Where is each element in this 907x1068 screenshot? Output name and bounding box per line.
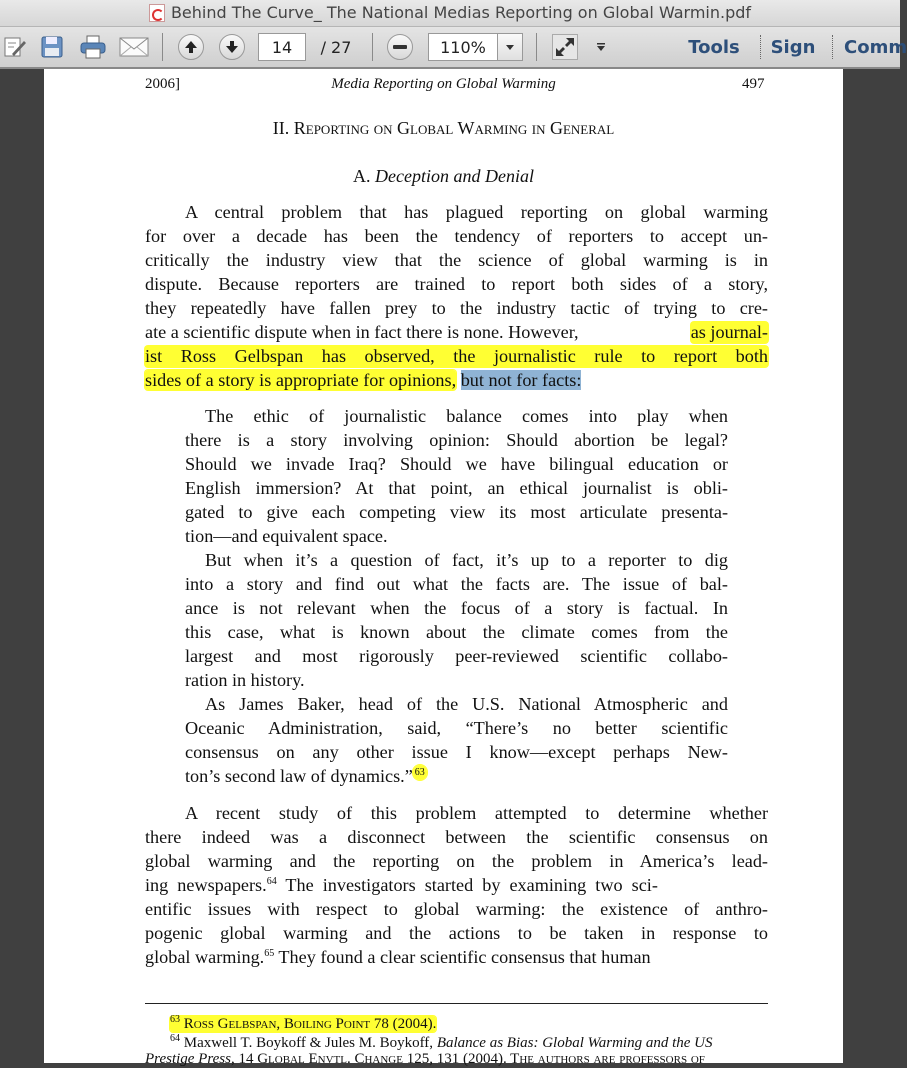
footnote-text: Ross Gelbspan, Boiling Point 78 (2004). [183,1016,437,1032]
quote-line: English immersion? At that point, an ethical journalist is obli- [185,478,728,498]
body-line: global warming and the reporting on the problem in America’s lead- [145,851,768,871]
section-heading: II. Reporting on Global Warming in General [272,118,615,138]
chevron-down-icon [506,45,514,50]
body-line [145,370,768,391]
body-line [145,322,768,343]
more-tools-icon [596,42,606,52]
window-title-text: Behind The Curve_ The National Medias Reporting on Global Warmin.pdf [170,3,752,22]
quote-line: But when it’s a question of fact, it’s up to a reporter to dig [205,550,728,570]
email-icon[interactable] [118,33,150,61]
footnote-number: 64 [170,1033,180,1044]
body-line [145,875,768,896]
quote-line: As James Baker, head of the U.S. National Atmospheric and [205,694,728,714]
highlighted-text[interactable]: ist Ross Gelbspan has observed, the journalistic rule to report both [145,346,768,366]
full-screen-icon [552,34,578,60]
body-text: ing newspapers. [145,875,267,895]
sign-link[interactable]: Sign [770,36,816,58]
footnote-ref-65[interactable]: 65 [264,947,275,959]
quote-line [185,766,427,787]
footnote-64-continued [145,1051,705,1068]
zoom-dropdown-button[interactable] [497,33,523,61]
quote-line: there is a story involving opinion: Should abortion be legal? [185,430,728,450]
body-line: there indeed was a disconnect between the scientific consensus on [145,827,768,847]
running-header-title: Media Reporting on Global Warming [331,76,556,92]
comment-link[interactable]: Comm [844,36,907,58]
save-icon[interactable] [38,33,66,61]
quote-line: gated to give each competing view its most articulate presenta- [185,502,728,522]
edit-icon[interactable] [2,33,28,61]
body-line: A recent study of this problem attempted to determine whether [185,803,768,823]
page-total: / 27 [320,37,352,57]
window-title [149,0,751,26]
body-text: ate a scientific dispute when in fact there is none. However, [145,322,579,342]
subsection-heading [44,166,843,187]
footnote-ref-64[interactable]: 64 [266,875,277,887]
body-line: critically the industry view that the science of global warming is in [145,250,768,270]
zoom-level-input[interactable]: 110% [428,33,498,61]
page-number-input[interactable]: 14 [258,33,306,61]
highlighted-text[interactable]: as journal- [690,322,768,342]
quote-line: largest and most rigorously peer-reviewed scientific collabo- [185,646,728,666]
more-tools-button[interactable] [594,33,608,61]
running-header-page-number: 497 [742,76,765,92]
zoom-out-icon [387,34,413,60]
footnote-article-title: Balance as Bias: Global Warming and the US [436,1035,713,1051]
quote-line: into a story and find out what the facts are. The issue of bal- [185,574,728,594]
window-title-bar [0,0,900,27]
pdf-page [44,69,843,1067]
body-line: pogenic global warming and the actions to be taken in response to [145,923,768,943]
footnote-63 [170,1014,436,1033]
print-icon[interactable] [78,33,108,61]
quote-line: Oceanic Administration, said, “There’s no better scientific [185,718,728,738]
pdf-file-icon [149,4,165,22]
page-down-icon [219,34,245,60]
body-line [145,947,768,968]
page-down-button[interactable] [218,33,246,61]
subsection-title: Deception and Denial [375,166,534,186]
highlighted-text[interactable]: sides of a story is appropriate for opinions, [145,370,457,390]
quote-line: Should we invade Iraq? Should we have bilingual education or [185,454,728,474]
body-line: A central problem that has plagued reporting on global warming [185,202,768,222]
footnote-text: , 14 Global Envtl. Change 125, 131 (2004). The authors are professors of [230,1051,705,1067]
body-line: they repeatedly have fallen prey to the industry tactic of trying to cre- [145,298,768,318]
quote-text: ton’s second law of dynamics.” [185,766,413,786]
footnote-text: Maxwell T. Boykoff & Jules M. Boykoff, [180,1035,437,1051]
footnote-number: 63 [170,1014,180,1025]
body-line: dispute. Because reporters are trained to report both sides of a story, [145,274,768,294]
running-header-left: 2006] [145,76,180,92]
quote-line: this case, what is known about the climate comes from the [185,622,728,642]
quote-line: The ethic of journalistic balance comes into play when [205,406,728,426]
subsection-number: A. [353,166,371,186]
tools-link[interactable]: Tools [688,36,740,58]
footnote-ref-63[interactable]: 63 [414,766,425,778]
toolbar [0,27,907,69]
highlighted-text[interactable] [170,1016,436,1032]
quote-line: tion—and equivalent space. [185,526,388,546]
body-text: They found a clear scientific consensus that human [274,947,651,967]
body-text: The investigators started by examining two sci- [276,875,658,895]
full-screen-button[interactable] [551,33,579,61]
page-up-icon [178,34,204,60]
quote-line: ration in history. [185,670,305,690]
body-line: entific issues with respect to global warming: the existence of anthro- [145,899,768,919]
quote-line: consensus on any other issue I know—except perhaps New- [185,742,728,762]
page-up-button[interactable] [177,33,205,61]
body-text: global warming. [145,947,265,967]
quote-line: ance is not relevant when the focus of a story is factual. In [185,598,728,618]
zoom-out-button[interactable] [386,33,414,61]
body-line: for over a decade has been the tendency of reporters to accept un- [145,226,768,246]
footnote-journal-title: Prestige Press [145,1051,231,1067]
selected-text[interactable]: but not for facts: [460,370,582,390]
footnote-64 [170,1033,768,1052]
footnote-divider [145,1003,768,1004]
